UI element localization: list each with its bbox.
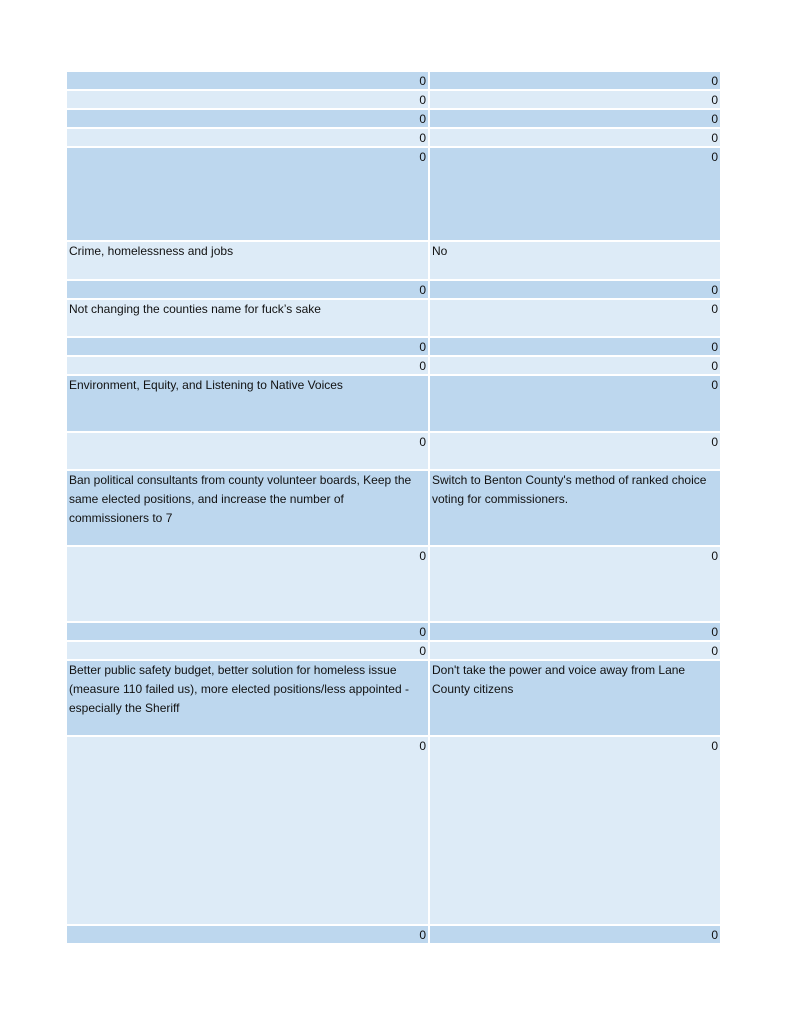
table-cell: 0 bbox=[430, 623, 720, 640]
table-cell: 0 bbox=[430, 110, 720, 127]
table-cell: 0 bbox=[430, 737, 720, 924]
table-cell: No bbox=[430, 242, 720, 279]
table-row bbox=[67, 129, 720, 146]
table-cell: 0 bbox=[430, 72, 720, 89]
table-cell: 0 bbox=[430, 433, 720, 469]
table-row bbox=[67, 357, 720, 374]
table-row bbox=[67, 433, 720, 469]
table-row bbox=[67, 642, 720, 659]
table-row bbox=[67, 547, 720, 621]
table-cell: 0 bbox=[430, 376, 720, 431]
responses-table bbox=[67, 72, 720, 943]
table-row bbox=[67, 623, 720, 640]
table-cell: 0 bbox=[67, 433, 428, 469]
table-cell: 0 bbox=[67, 623, 428, 640]
table-row bbox=[67, 91, 720, 108]
table-row bbox=[67, 471, 720, 545]
table-cell: 0 bbox=[67, 338, 428, 355]
table-cell: 0 bbox=[67, 642, 428, 659]
table-row bbox=[67, 926, 720, 943]
table-cell: Don't take the power and voice away from Lane County citizens bbox=[430, 661, 720, 735]
table-cell: Crime, homelessness and jobs bbox=[67, 242, 428, 279]
table-cell: Environment, Equity, and Listening to Native Voices bbox=[67, 376, 428, 431]
table-row bbox=[67, 242, 720, 279]
table-cell: 0 bbox=[67, 91, 428, 108]
table-cell: Switch to Benton County's method of ranked choice voting for commissioners. bbox=[430, 471, 720, 545]
table-row bbox=[67, 376, 720, 431]
table-cell: Ban political consultants from county volunteer boards, Keep the same elected positions, and increase the number of commissioners to 7 bbox=[67, 471, 428, 545]
table-cell: 0 bbox=[430, 357, 720, 374]
table-row bbox=[67, 300, 720, 336]
table-row bbox=[67, 661, 720, 735]
table-cell: 0 bbox=[430, 281, 720, 298]
table-row bbox=[67, 737, 720, 924]
table-cell: 0 bbox=[430, 129, 720, 146]
table-row bbox=[67, 148, 720, 240]
table-cell: 0 bbox=[67, 148, 428, 240]
table-cell: 0 bbox=[67, 737, 428, 924]
table-row bbox=[67, 338, 720, 355]
table-cell: 0 bbox=[430, 338, 720, 355]
table-cell: 0 bbox=[430, 926, 720, 943]
table-cell: 0 bbox=[67, 926, 428, 943]
table-cell: Not changing the counties name for fuck’s sake bbox=[67, 300, 428, 336]
table-cell: 0 bbox=[67, 547, 428, 621]
table-row bbox=[67, 72, 720, 89]
table-cell: 0 bbox=[67, 72, 428, 89]
table-cell: 0 bbox=[67, 357, 428, 374]
table-cell: 0 bbox=[430, 91, 720, 108]
table-cell: 0 bbox=[430, 148, 720, 240]
table-cell: 0 bbox=[430, 642, 720, 659]
table-cell: 0 bbox=[67, 110, 428, 127]
table-cell: 0 bbox=[430, 547, 720, 621]
table-row bbox=[67, 110, 720, 127]
table-cell: 0 bbox=[430, 300, 720, 336]
table-cell: Better public safety budget, better solution for homeless issue (measure 110 failed us), more elected positions/less appointed - especially the Sheriff bbox=[67, 661, 428, 735]
table-row bbox=[67, 281, 720, 298]
table-cell: 0 bbox=[67, 281, 428, 298]
table-cell: 0 bbox=[67, 129, 428, 146]
